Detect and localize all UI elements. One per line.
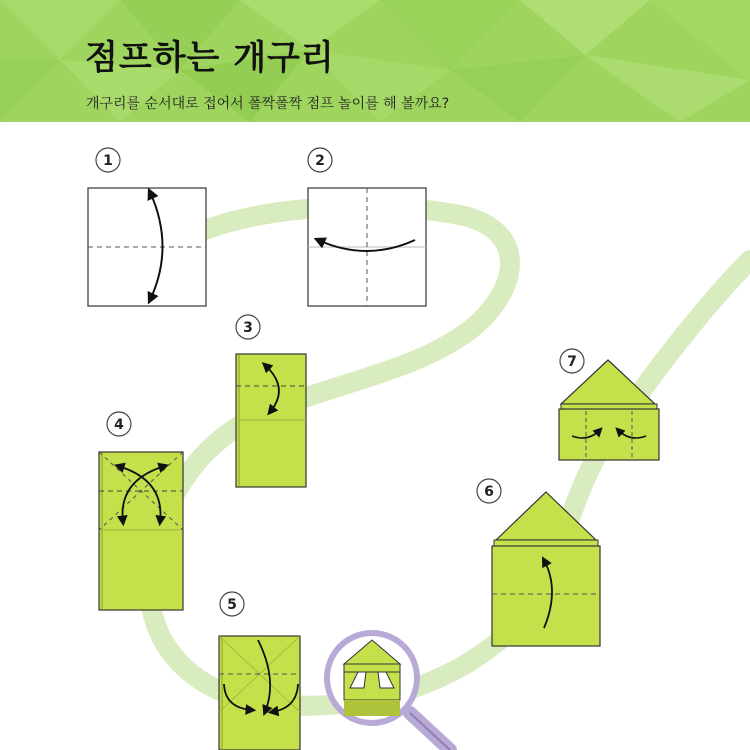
step-1 <box>88 148 206 306</box>
step-number: 2 <box>315 153 325 169</box>
step-number: 1 <box>103 153 113 169</box>
step-number: 4 <box>114 417 124 433</box>
page-subtitle: 개구리를 순서대로 접어서 폴짝폴짝 점프 놀이를 해 볼까요? <box>86 96 450 112</box>
step-number: 6 <box>484 484 494 500</box>
origami-diagram <box>0 122 750 750</box>
step-7 <box>559 349 659 460</box>
step-2 <box>308 148 426 306</box>
page-title: 점프하는 개구리 <box>85 38 335 78</box>
step-5 <box>219 592 300 750</box>
step-number: 5 <box>227 597 237 613</box>
step-4 <box>99 412 183 610</box>
step-3 <box>236 315 306 487</box>
header-banner <box>0 0 750 122</box>
step-number: 3 <box>243 320 253 336</box>
step-number: 7 <box>567 354 577 370</box>
